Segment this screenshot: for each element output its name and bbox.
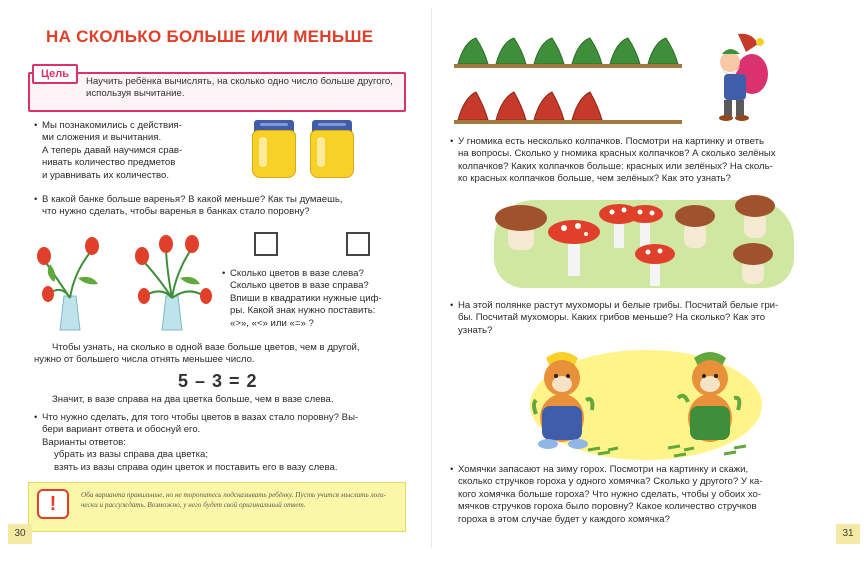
vase-question-line-5: «>», «<» или «=» ?	[230, 317, 314, 329]
parent-note	[28, 482, 406, 532]
hamsters-line-2: сколько стручков гороха у одного хомячка? Сколько у другого? У ка-	[458, 476, 763, 488]
hats-line-3: колпачков? Каких колпачков больше: красных или зелёных? На сколь-	[458, 160, 773, 172]
explanation-line-1: Чтобы узнать, на сколько в одной вазе больше цветов, чем в другой,	[52, 342, 360, 353]
parent-note-text	[81, 491, 399, 510]
hats-line-1: • У гномика есть несколько колпачков. Посмотри на картинку и ответь	[458, 136, 765, 147]
vase-question-line-2: Сколько цветов в вазе справа?	[230, 280, 369, 292]
vase-left	[34, 234, 106, 324]
parent-note-line-1: Оба варианта правильные, но не торопитесь подсказывать ребёнку. Пусть учится мыслить логи-	[81, 491, 387, 499]
page-number-left: 30	[8, 524, 32, 544]
jam-jar-right	[310, 120, 354, 178]
intro-line-5: и уравнивать их количество.	[42, 169, 170, 181]
mushrooms-line-1: • На этой полянке растут мухоморы и белые грибы. Посчитай белые гри-	[458, 300, 779, 311]
conclusion: Значит, в вазе справа на два цветка больше, чем в вазе слева.	[52, 394, 334, 405]
page-number-right: 31	[836, 524, 860, 544]
equalize-option-2: взять из вазы справа один цветок и поставить его в вазу слева.	[54, 461, 338, 473]
equalize-line-1: • Что нужно сделать, для того чтобы цветов в вазах стало поровну? Вы-	[42, 412, 359, 423]
hamster-right	[668, 352, 746, 456]
hats-question	[458, 136, 854, 186]
mushrooms-question	[458, 300, 854, 337]
hats-line-2: на вопросы. Сколько у гномика красных колпачков? А сколько зелёных	[458, 148, 776, 160]
explanation	[34, 342, 424, 367]
vase-question-line-1: • Сколько цветов в вазе слева?	[230, 268, 364, 279]
left-page	[8, 8, 432, 548]
goal-text: Научить ребёнка вычислять, на сколько одно число больше другого, используя вычитание.	[86, 76, 393, 100]
hamsters-line-1: • Хомячки запасают на зиму горох. Посмотри на картинку и скажи,	[458, 464, 749, 475]
mushrooms-line-2: бы. Посчитай мухоморы. Каких грибов меньше? На сколько? Как это	[458, 312, 766, 324]
gnome-icon	[708, 30, 770, 126]
equation: 5 – 3 = 2	[178, 371, 258, 391]
hamsters-question	[458, 464, 854, 526]
hamsters-icon	[528, 344, 764, 464]
jam-question	[42, 194, 342, 219]
equalize-option-1: убрать из вазы справа два цветка;	[54, 449, 209, 461]
page-title: НА СКОЛЬКО БОЛЬШЕ ИЛИ МЕНЬШЕ	[46, 27, 374, 46]
mushrooms-line-3: узнать?	[458, 324, 493, 336]
hamster-left	[534, 352, 618, 454]
vase-question-line-4: ры. Какой знак нужно поставить:	[230, 305, 376, 317]
vase-question	[230, 268, 382, 330]
hamsters-line-4: мячков стручков гороха было поровну? Какое количество стручков	[458, 501, 757, 513]
jam-question-line-2: что нужно сделать, чтобы варенья в банках стало поровну?	[42, 206, 310, 218]
intro-line-2: ми сложения и вычитания.	[42, 132, 162, 144]
intro-line-1: • Мы познакомились с действия-	[42, 120, 182, 131]
tulip-vase-left-icon	[34, 234, 106, 334]
mushrooms-icon	[494, 194, 794, 290]
equalize-line-3: Варианты ответов:	[42, 436, 126, 448]
hamsters-line-5: гороха в этом случае будет у каждого хомячка?	[458, 513, 670, 525]
intro-bullet	[42, 120, 182, 182]
fly-agaric-1	[548, 220, 600, 276]
porcini-1	[495, 205, 547, 250]
equalize-line-2: бери вариант ответа и обоснуй его.	[42, 424, 201, 436]
fly-agaric-4	[635, 244, 675, 286]
porcini-2	[675, 205, 715, 248]
goal-block	[28, 64, 406, 114]
hats-line-4: ко красных колпачков больше, чем зелёных? Как это узнать?	[458, 173, 731, 185]
jam-question-line-1: • В какой банке больше варенья? В какой меньше? Как ты думаешь,	[42, 194, 343, 205]
porcini-3	[735, 195, 775, 238]
porcini-4	[733, 243, 773, 284]
hamsters-line-3: кого хомячка больше гороха? Что нужно сделать, чтобы у обоих хо-	[458, 488, 762, 500]
right-page	[436, 8, 860, 548]
gnome-hats-shelves-icon	[454, 28, 686, 128]
goal-tag: Цель	[32, 64, 78, 84]
tulip-vase-right-icon	[132, 234, 222, 334]
equalize-question	[42, 412, 422, 474]
intro-line-3: А теперь давай научимся срав-	[42, 144, 183, 156]
answer-box-right[interactable]	[346, 232, 370, 256]
vase-question-line-3: Впиши в квадратики нужные циф-	[230, 292, 382, 304]
intro-line-4: нивать количество предметов	[42, 157, 176, 169]
fly-agaric-3	[627, 205, 663, 248]
parent-note-line-2: чески и рассуждать. Возможно, у него будет свой оригинальный ответ.	[81, 500, 306, 509]
jam-jar-left	[252, 120, 296, 178]
vase-right	[132, 234, 204, 324]
answer-box-left[interactable]	[254, 232, 278, 256]
explanation-line-2: нужно от большего числа отнять меньшее число.	[34, 354, 255, 366]
exclamation-icon: !	[37, 489, 69, 519]
